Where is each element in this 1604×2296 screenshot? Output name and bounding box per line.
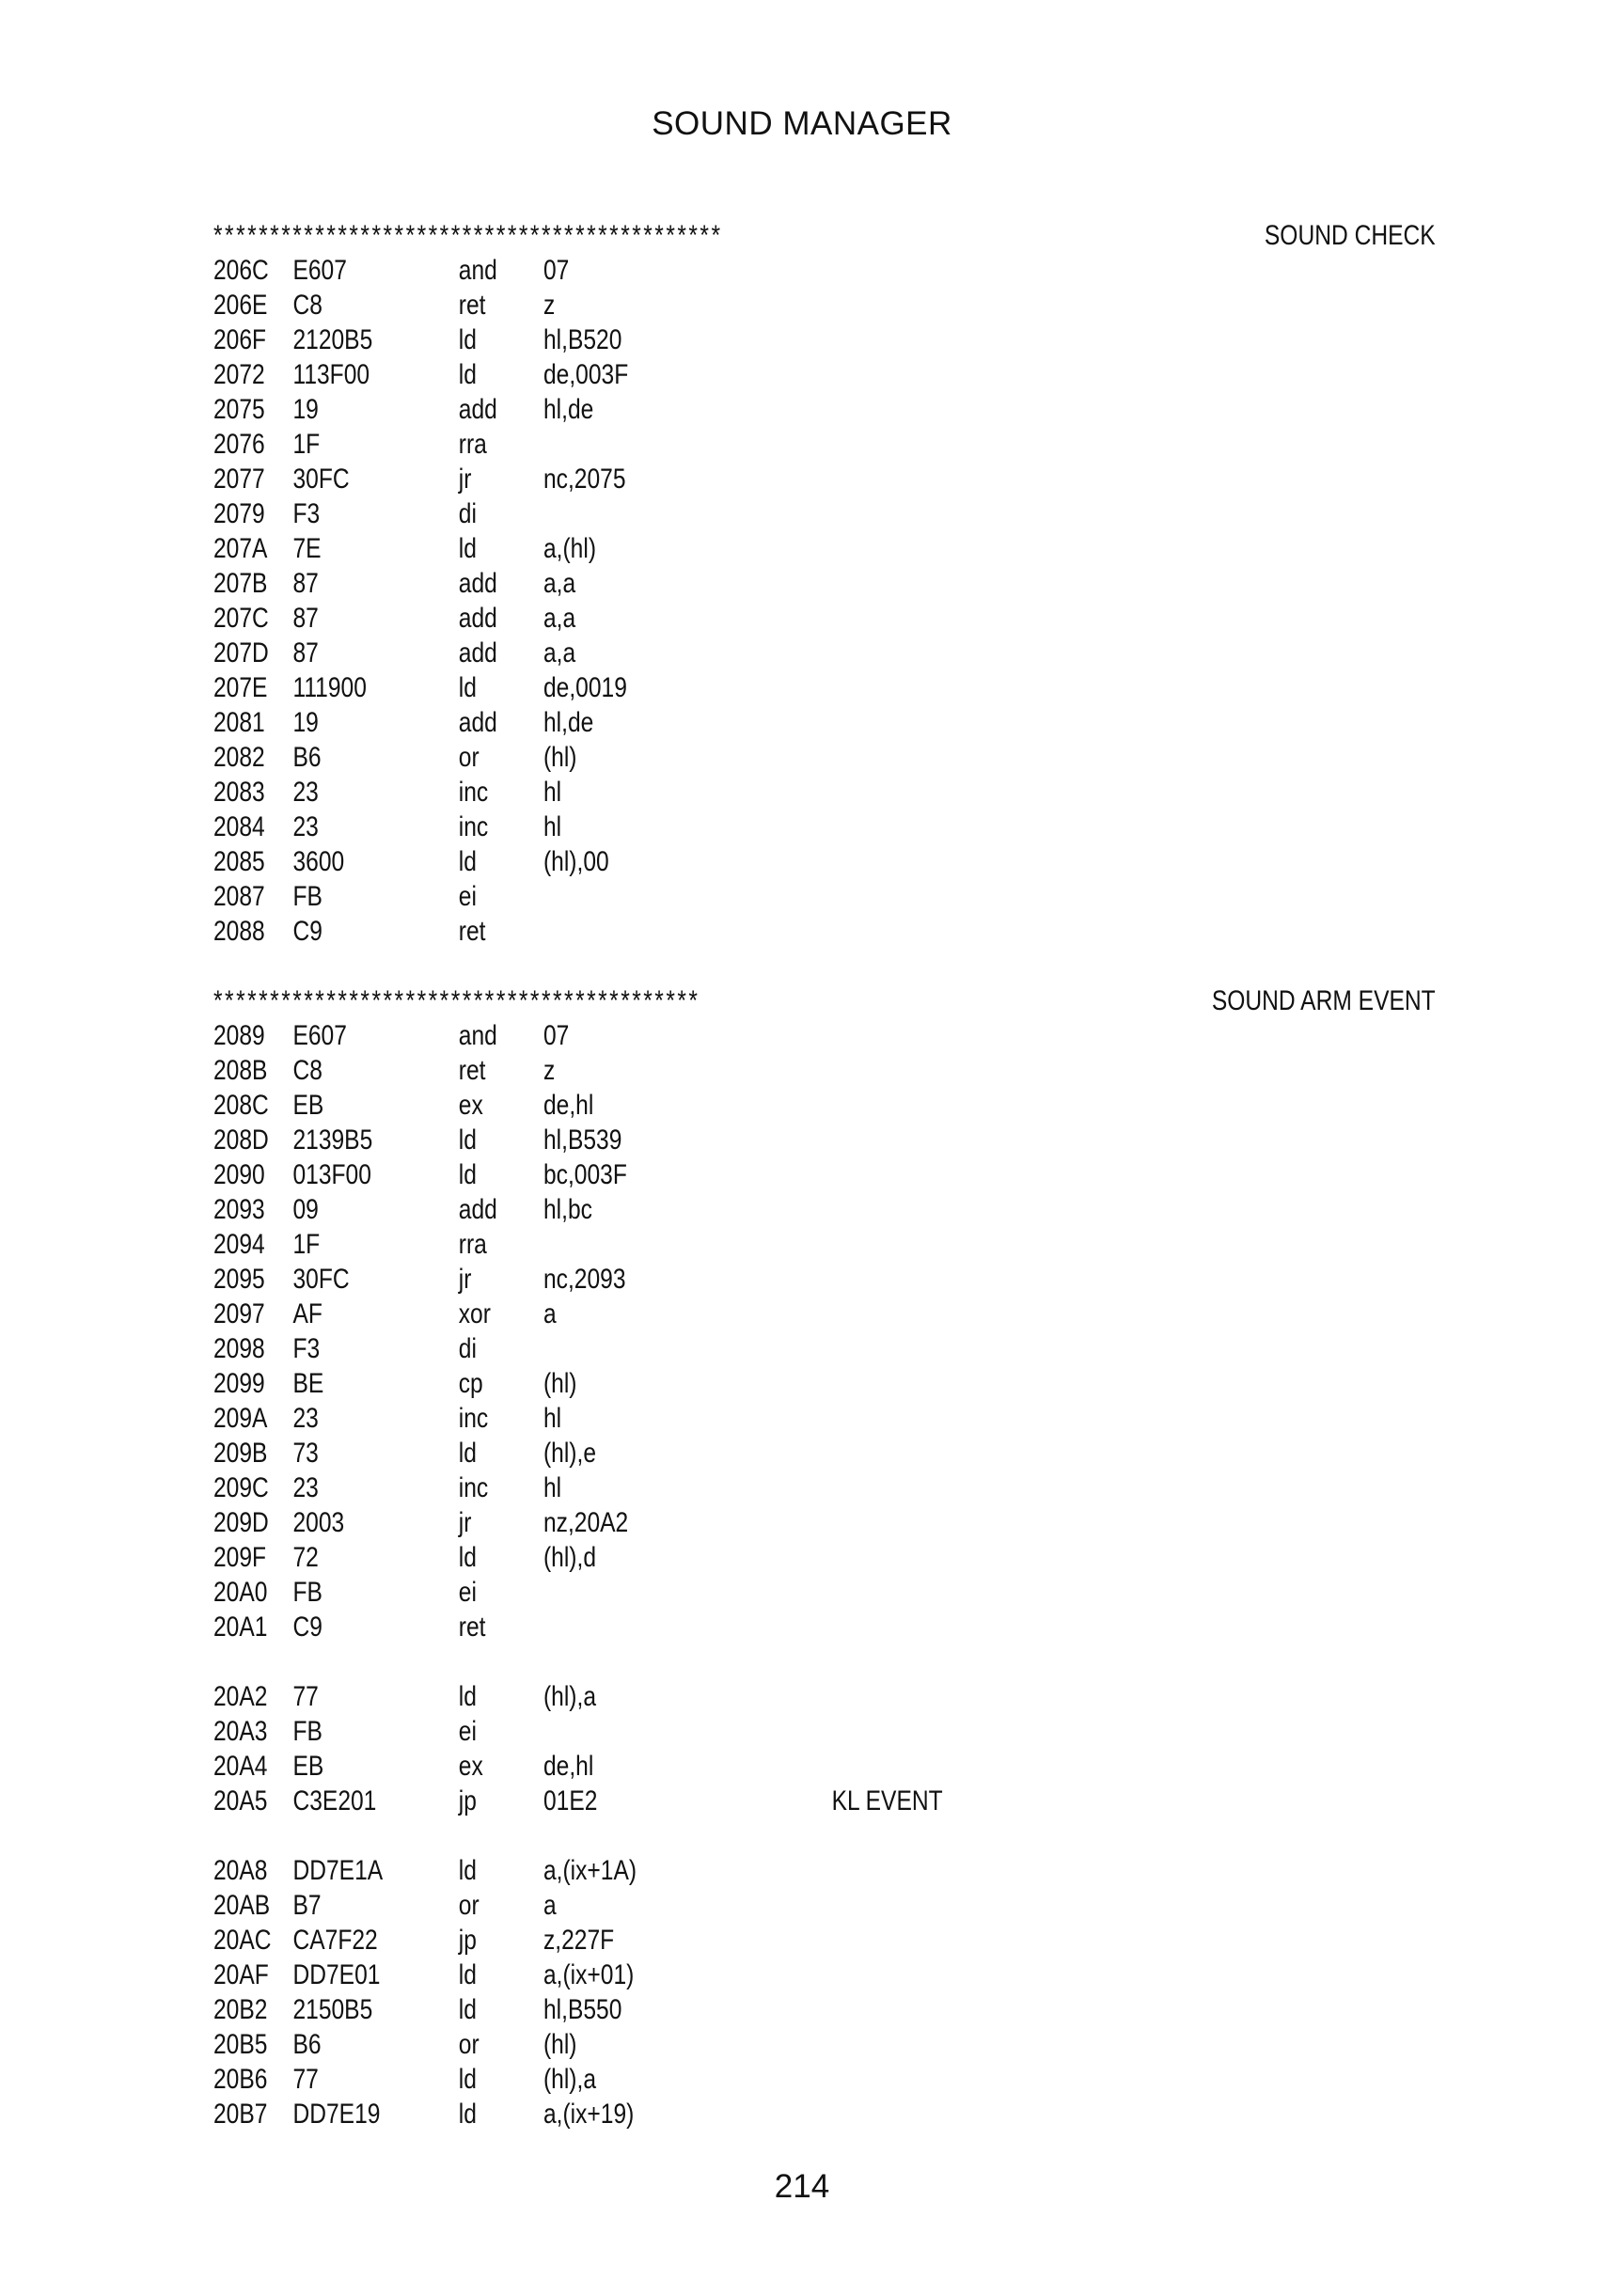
operand: hl,B539 bbox=[543, 1124, 622, 1156]
opcode-bytes: B7 bbox=[292, 1890, 322, 1921]
address: 2076 bbox=[213, 429, 265, 460]
opcode-bytes: 1F bbox=[292, 429, 321, 460]
page-title: SOUND MANAGER bbox=[652, 105, 952, 142]
opcode-bytes: 2120B5 bbox=[292, 324, 373, 355]
code-line bbox=[213, 775, 1231, 810]
address: 20A1 bbox=[213, 1612, 268, 1643]
address: 207A bbox=[213, 533, 268, 564]
opcode-bytes: 77 bbox=[292, 1681, 319, 1712]
address: 208B bbox=[213, 1055, 268, 1086]
mnemonic: ret bbox=[458, 1612, 486, 1643]
mnemonic: ld bbox=[458, 533, 477, 564]
address: 209F bbox=[213, 1542, 267, 1573]
code-line bbox=[213, 1853, 1231, 1888]
address: 2099 bbox=[213, 1368, 265, 1399]
address: 2094 bbox=[213, 1229, 265, 1260]
operand: hl,B550 bbox=[543, 1994, 622, 2025]
opcode-bytes: DD7E19 bbox=[292, 2099, 381, 2130]
address: 20A5 bbox=[213, 1785, 268, 1816]
operand: (hl),e bbox=[543, 1438, 597, 1469]
operand: de,003F bbox=[543, 359, 629, 390]
operand: a,(ix+1A) bbox=[543, 1855, 637, 1886]
mnemonic: xor bbox=[458, 1298, 491, 1329]
address: 2072 bbox=[213, 359, 265, 390]
opcode-bytes: BE bbox=[292, 1368, 324, 1399]
section-divider-stars: ******************************************* bbox=[213, 985, 700, 1016]
mnemonic: ei bbox=[458, 1577, 477, 1608]
operand: a,a bbox=[543, 568, 576, 599]
code-line bbox=[213, 1436, 1231, 1470]
mnemonic: and bbox=[458, 1020, 497, 1051]
mnemonic: add bbox=[458, 568, 497, 599]
opcode-bytes: E607 bbox=[292, 255, 347, 286]
opcode-bytes: 113F00 bbox=[292, 359, 370, 390]
comment: KL EVENT bbox=[831, 1785, 943, 1816]
code-line bbox=[213, 879, 1231, 914]
mnemonic: add bbox=[458, 637, 497, 668]
address: 20B5 bbox=[213, 2029, 268, 2060]
code-line bbox=[213, 1227, 1231, 1262]
address: 2085 bbox=[213, 846, 265, 877]
section-gap bbox=[213, 949, 1231, 983]
mnemonic: ld bbox=[458, 324, 477, 355]
opcode-bytes: 30FC bbox=[292, 464, 350, 495]
mnemonic: rra bbox=[458, 429, 487, 460]
opcode-bytes: 1F bbox=[292, 1229, 321, 1260]
address: 20B2 bbox=[213, 1994, 268, 2025]
operand: 07 bbox=[543, 255, 570, 286]
address: 209A bbox=[213, 1403, 268, 1434]
address: 20AC bbox=[213, 1925, 272, 1956]
mnemonic: jr bbox=[458, 1507, 472, 1538]
operand: a,a bbox=[543, 637, 576, 668]
address: 207C bbox=[213, 603, 269, 634]
code-line bbox=[213, 601, 1231, 636]
address: 20A3 bbox=[213, 1716, 268, 1747]
address: 207B bbox=[213, 568, 268, 599]
opcode-bytes: B6 bbox=[292, 742, 322, 773]
address: 20A4 bbox=[213, 1751, 268, 1782]
address: 2093 bbox=[213, 1194, 265, 1225]
operand: hl bbox=[543, 777, 562, 808]
code-line bbox=[213, 1679, 1231, 1714]
mnemonic: and bbox=[458, 255, 497, 286]
mnemonic: cp bbox=[458, 1368, 483, 1399]
address: 20AF bbox=[213, 1959, 269, 1990]
code-line bbox=[213, 1992, 1231, 2027]
code-line bbox=[213, 1749, 1231, 1784]
opcode-bytes: 73 bbox=[292, 1438, 319, 1469]
opcode-bytes: 23 bbox=[292, 811, 319, 842]
address: 20B6 bbox=[213, 2064, 268, 2095]
operand: bc,003F bbox=[543, 1159, 627, 1190]
address: 2083 bbox=[213, 777, 265, 808]
mnemonic: ld bbox=[458, 672, 477, 703]
mnemonic: inc bbox=[458, 811, 489, 842]
opcode-bytes: C9 bbox=[292, 916, 322, 947]
opcode-bytes: 2150B5 bbox=[292, 1994, 373, 2025]
opcode-bytes: 23 bbox=[292, 1472, 319, 1503]
opcode-bytes: 30FC bbox=[292, 1264, 350, 1295]
mnemonic: ret bbox=[458, 916, 486, 947]
mnemonic: inc bbox=[458, 1472, 489, 1503]
opcode-bytes: 3600 bbox=[292, 846, 345, 877]
operand: hl,bc bbox=[543, 1194, 592, 1225]
mnemonic: add bbox=[458, 707, 497, 738]
mnemonic: di bbox=[458, 1333, 477, 1364]
mnemonic: ld bbox=[458, 2064, 477, 2095]
opcode-bytes: DD7E01 bbox=[292, 1959, 381, 1990]
opcode-bytes: C3E201 bbox=[292, 1785, 377, 1816]
operand: (hl) bbox=[543, 742, 577, 773]
mnemonic: jp bbox=[458, 1925, 477, 1956]
operand: (hl),a bbox=[543, 1681, 597, 1712]
address: 2097 bbox=[213, 1298, 265, 1329]
mnemonic: add bbox=[458, 394, 497, 425]
mnemonic: ex bbox=[458, 1090, 483, 1121]
opcode-bytes: 19 bbox=[292, 394, 319, 425]
code-line bbox=[213, 1784, 1231, 1818]
operand: (hl) bbox=[543, 2029, 577, 2060]
opcode-bytes: C9 bbox=[292, 1612, 322, 1643]
address: 2084 bbox=[213, 811, 265, 842]
mnemonic: ld bbox=[458, 1159, 477, 1190]
opcode-bytes: 87 bbox=[292, 637, 319, 668]
operand: a,a bbox=[543, 603, 576, 634]
operand: de,0019 bbox=[543, 672, 627, 703]
address: 20A2 bbox=[213, 1681, 268, 1712]
opcode-bytes: 23 bbox=[292, 777, 319, 808]
code-line bbox=[213, 1575, 1231, 1610]
code-line bbox=[213, 1923, 1231, 1958]
code-line bbox=[213, 462, 1231, 496]
code-line bbox=[213, 1018, 1231, 1053]
operand: z,227F bbox=[543, 1925, 615, 1956]
code-line bbox=[213, 531, 1231, 566]
address: 209C bbox=[213, 1472, 269, 1503]
section-banner bbox=[213, 983, 1436, 1018]
code-line bbox=[213, 1297, 1231, 1331]
opcode-bytes: 2139B5 bbox=[292, 1124, 373, 1156]
code-line bbox=[213, 1610, 1231, 1644]
opcode-bytes: 23 bbox=[292, 1403, 319, 1434]
opcode-bytes: C8 bbox=[292, 290, 322, 321]
code-line bbox=[213, 322, 1231, 357]
mnemonic: ld bbox=[458, 1124, 477, 1156]
address: 209B bbox=[213, 1438, 268, 1469]
opcode-bytes: 19 bbox=[292, 707, 319, 738]
opcode-bytes: 013F00 bbox=[292, 1159, 371, 1190]
code-line bbox=[213, 1888, 1231, 1923]
address: 2079 bbox=[213, 498, 265, 529]
section-label: SOUND ARM EVENT bbox=[1211, 985, 1436, 1016]
code-line bbox=[213, 1958, 1231, 1992]
mnemonic: or bbox=[458, 742, 480, 773]
mnemonic: ret bbox=[458, 290, 486, 321]
code-line bbox=[213, 670, 1231, 705]
mnemonic: ld bbox=[458, 846, 477, 877]
opcode-bytes: 72 bbox=[292, 1542, 319, 1573]
operand: z bbox=[543, 290, 556, 321]
assembly-listing bbox=[213, 218, 1436, 2131]
code-line bbox=[213, 1540, 1231, 1575]
address: 20AB bbox=[213, 1890, 271, 1921]
code-line bbox=[213, 427, 1231, 462]
operand: nc,2075 bbox=[543, 464, 626, 495]
blank-line bbox=[213, 1818, 1231, 1853]
mnemonic: ld bbox=[458, 1994, 477, 2025]
mnemonic: or bbox=[458, 2029, 480, 2060]
code-line bbox=[213, 1123, 1231, 1157]
operand: 07 bbox=[543, 1020, 570, 1051]
code-line bbox=[213, 392, 1231, 427]
section-label: SOUND CHECK bbox=[1264, 220, 1436, 251]
mnemonic: ei bbox=[458, 1716, 477, 1747]
address: 2087 bbox=[213, 881, 265, 912]
mnemonic: ex bbox=[458, 1751, 483, 1782]
opcode-bytes: F3 bbox=[292, 1333, 321, 1364]
operand: nz,20A2 bbox=[543, 1507, 629, 1538]
mnemonic: rra bbox=[458, 1229, 487, 1260]
mnemonic: ld bbox=[458, 1855, 477, 1886]
mnemonic: jr bbox=[458, 464, 472, 495]
address: 20A8 bbox=[213, 1855, 268, 1886]
code-line bbox=[213, 914, 1231, 949]
opcode-bytes: 2003 bbox=[292, 1507, 345, 1538]
address: 20A0 bbox=[213, 1577, 268, 1608]
opcode-bytes: 87 bbox=[292, 603, 319, 634]
code-line bbox=[213, 1401, 1231, 1436]
opcode-bytes: FB bbox=[292, 1577, 322, 1608]
operand: nc,2093 bbox=[543, 1264, 626, 1295]
operand: de,hl bbox=[543, 1090, 594, 1121]
address: 2081 bbox=[213, 707, 265, 738]
code-line bbox=[213, 740, 1231, 775]
operand: a bbox=[543, 1890, 557, 1921]
operand: hl bbox=[543, 811, 562, 842]
code-line bbox=[213, 636, 1231, 670]
code-line bbox=[213, 1262, 1231, 1297]
address: 2082 bbox=[213, 742, 265, 773]
opcode-bytes: B6 bbox=[292, 2029, 322, 2060]
opcode-bytes: E607 bbox=[292, 1020, 347, 1051]
opcode-bytes: CA7F22 bbox=[292, 1925, 378, 1956]
operand: a bbox=[543, 1298, 557, 1329]
mnemonic: ld bbox=[458, 2099, 477, 2130]
opcode-bytes: DD7E1A bbox=[292, 1855, 384, 1886]
mnemonic: di bbox=[458, 498, 477, 529]
mnemonic: jr bbox=[458, 1264, 472, 1295]
address: 2088 bbox=[213, 916, 265, 947]
address: 20B7 bbox=[213, 2099, 268, 2130]
address: 2075 bbox=[213, 394, 265, 425]
mnemonic: ld bbox=[458, 1959, 477, 1990]
code-line bbox=[213, 1714, 1231, 1749]
address: 2077 bbox=[213, 464, 265, 495]
mnemonic: inc bbox=[458, 777, 489, 808]
mnemonic: ret bbox=[458, 1055, 486, 1086]
code-line bbox=[213, 1331, 1231, 1366]
code-line bbox=[213, 810, 1231, 844]
page-number: 214 bbox=[774, 2168, 830, 2205]
code-line bbox=[213, 844, 1231, 879]
address: 209D bbox=[213, 1507, 269, 1538]
opcode-bytes: 77 bbox=[292, 2064, 319, 2095]
code-line bbox=[213, 253, 1231, 288]
code-line bbox=[213, 1470, 1231, 1505]
opcode-bytes: F3 bbox=[292, 498, 321, 529]
operand: a,(ix+19) bbox=[543, 2099, 635, 2130]
mnemonic: add bbox=[458, 603, 497, 634]
address: 208C bbox=[213, 1090, 269, 1121]
code-line bbox=[213, 2097, 1231, 2131]
mnemonic: ei bbox=[458, 881, 477, 912]
code-line bbox=[213, 705, 1231, 740]
operand: (hl),a bbox=[543, 2064, 597, 2095]
opcode-bytes: EB bbox=[292, 1090, 324, 1121]
mnemonic: inc bbox=[458, 1403, 489, 1434]
opcode-bytes: C8 bbox=[292, 1055, 322, 1086]
address: 2098 bbox=[213, 1333, 265, 1364]
code-line bbox=[213, 1157, 1231, 1192]
mnemonic: ld bbox=[458, 1438, 477, 1469]
mnemonic: ld bbox=[458, 1681, 477, 1712]
address: 208D bbox=[213, 1124, 269, 1156]
operand: a,(ix+01) bbox=[543, 1959, 635, 1990]
opcode-bytes: EB bbox=[292, 1751, 324, 1782]
opcode-bytes: 87 bbox=[292, 568, 319, 599]
code-line bbox=[213, 1192, 1231, 1227]
operand: a,(hl) bbox=[543, 533, 597, 564]
operand: (hl),d bbox=[543, 1542, 597, 1573]
code-line bbox=[213, 1053, 1231, 1088]
operand: hl bbox=[543, 1403, 562, 1434]
opcode-bytes: 09 bbox=[292, 1194, 319, 1225]
mnemonic: add bbox=[458, 1194, 497, 1225]
operand: hl,de bbox=[543, 707, 594, 738]
operand: hl,de bbox=[543, 394, 594, 425]
code-line bbox=[213, 1366, 1231, 1401]
opcode-bytes: FB bbox=[292, 881, 322, 912]
address: 207D bbox=[213, 637, 269, 668]
operand: hl,B520 bbox=[543, 324, 622, 355]
code-line bbox=[213, 288, 1231, 322]
opcode-bytes: 111900 bbox=[292, 672, 367, 703]
code-line bbox=[213, 357, 1231, 392]
address: 206E bbox=[213, 290, 268, 321]
opcode-bytes: AF bbox=[292, 1298, 322, 1329]
operand: hl bbox=[543, 1472, 562, 1503]
opcode-bytes: FB bbox=[292, 1716, 322, 1747]
operand: (hl) bbox=[543, 1368, 577, 1399]
address: 2095 bbox=[213, 1264, 265, 1295]
address: 206F bbox=[213, 324, 267, 355]
operand: z bbox=[543, 1055, 556, 1086]
mnemonic: jp bbox=[458, 1785, 477, 1816]
mnemonic: or bbox=[458, 1890, 480, 1921]
section-banner bbox=[213, 218, 1436, 253]
code-line bbox=[213, 2027, 1231, 2062]
section-divider-stars: ********************************************* bbox=[213, 220, 723, 251]
code-line bbox=[213, 1088, 1231, 1123]
code-line bbox=[213, 566, 1231, 601]
operand: 01E2 bbox=[543, 1785, 598, 1816]
operand: (hl),00 bbox=[543, 846, 609, 877]
opcode-bytes: 7E bbox=[292, 533, 322, 564]
address: 2090 bbox=[213, 1159, 265, 1190]
address: 2089 bbox=[213, 1020, 265, 1051]
code-line bbox=[213, 1505, 1231, 1540]
mnemonic: ld bbox=[458, 359, 477, 390]
code-line bbox=[213, 496, 1231, 531]
mnemonic: ld bbox=[458, 1542, 477, 1573]
address: 206C bbox=[213, 255, 269, 286]
code-line bbox=[213, 2062, 1231, 2097]
blank-line bbox=[213, 1644, 1231, 1679]
operand: de,hl bbox=[543, 1751, 594, 1782]
address: 207E bbox=[213, 672, 268, 703]
